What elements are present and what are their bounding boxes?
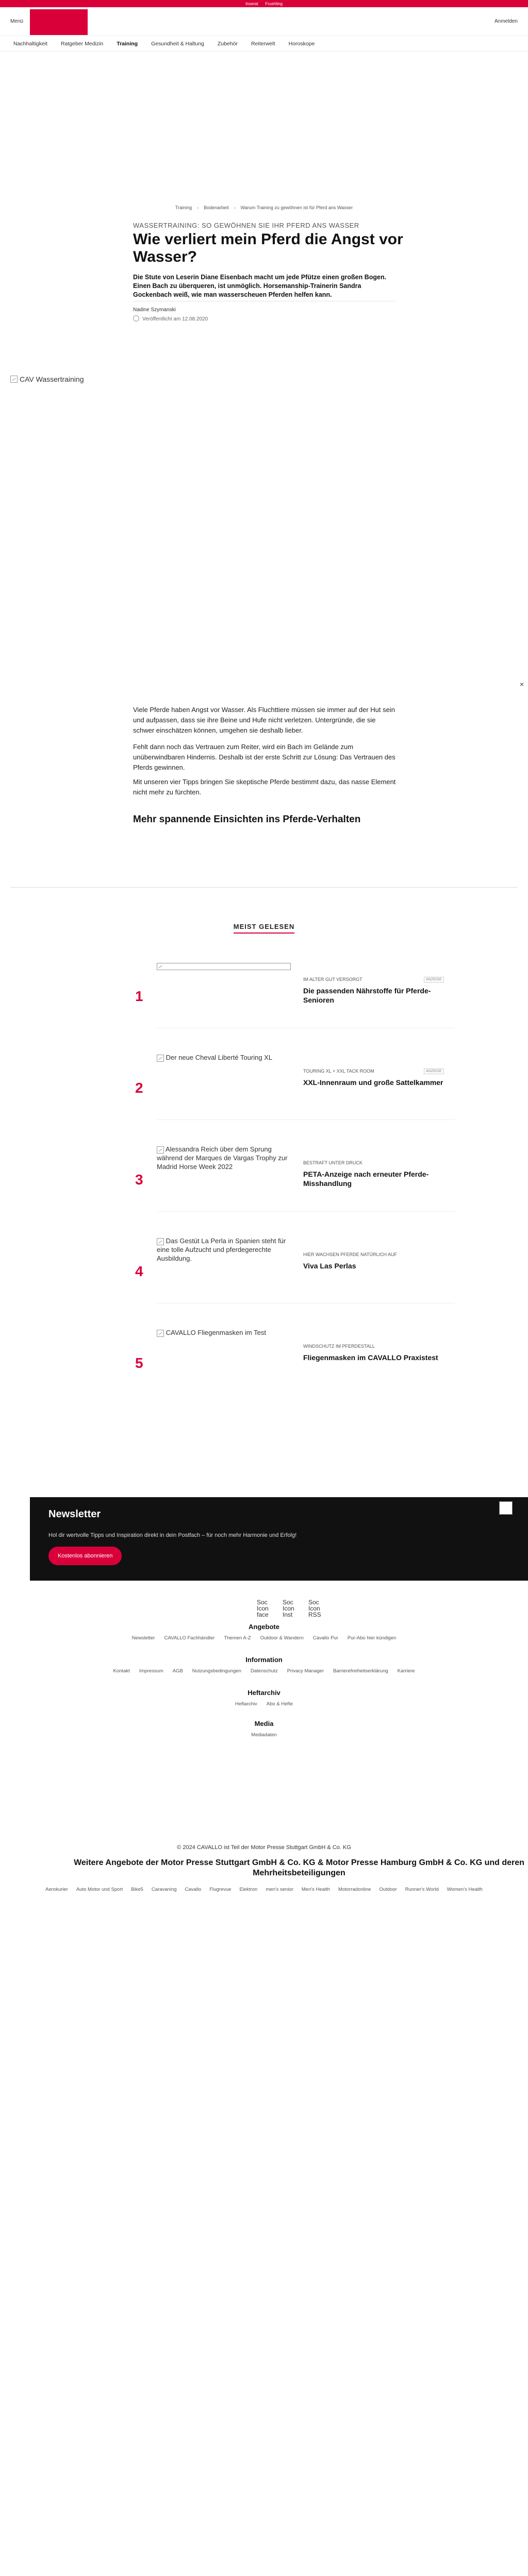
breadcrumb-item[interactable]: Bodenarbeit bbox=[204, 205, 229, 210]
rank-number: 2 bbox=[135, 1080, 143, 1096]
login-link[interactable]: Anmelden bbox=[494, 19, 518, 24]
instagram-icon[interactable]: Soc Icon Inst bbox=[283, 1599, 294, 1618]
teaser-kicker: WINDSCHUTZ IM PFERDESTALL bbox=[303, 1344, 375, 1349]
most-read-item[interactable] bbox=[135, 961, 455, 1019]
teaser-image-alt: CAVALLO Fliegenmasken im Test bbox=[166, 1329, 266, 1336]
footer-links-angebote bbox=[0, 1635, 528, 1641]
offer-link[interactable]: Women's Health bbox=[447, 1887, 483, 1892]
article-kicker: WASSERTRAINING: SO GEWÖHNEN SIE IHR PFERD ANS WASSER bbox=[133, 222, 359, 229]
nav-item-ratgeber-medizin[interactable]: Ratgeber Medizin bbox=[60, 40, 104, 47]
breadcrumb bbox=[0, 205, 528, 210]
close-icon[interactable]: × bbox=[519, 680, 524, 688]
article-paragraph: Fehlt dann noch das Vertrauen zum Reiter, wird ein Bach im Gelände zum unüberwindbaren Hindernis. Deshalb ist der erste Schritt zur Lösung: Das Vertrauen des Pferds gewinnen. bbox=[133, 743, 395, 771]
footer-link[interactable]: Privacy Manager bbox=[287, 1668, 324, 1674]
offer-link[interactable]: Caravaning bbox=[151, 1887, 177, 1892]
footer-link[interactable]: Outdoor & Wandern bbox=[260, 1635, 304, 1641]
teaser-headline[interactable]: Viva Las Perlas bbox=[303, 1262, 356, 1270]
newsletter-title: Newsletter bbox=[48, 1509, 101, 1520]
most-read-item[interactable] bbox=[135, 1236, 455, 1294]
most-read-item[interactable] bbox=[135, 1053, 455, 1111]
teaser-headline[interactable]: PETA-Anzeige nach erneuter Pferde-Misshandlung bbox=[303, 1170, 429, 1188]
most-read-item[interactable] bbox=[135, 1328, 455, 1386]
footer-link[interactable]: Pur-Abo hier kündigen bbox=[347, 1635, 397, 1641]
top-bar bbox=[0, 0, 528, 7]
more-insights-heading[interactable]: Mehr spannende Einsichten ins Pferde-Verhalten bbox=[133, 814, 361, 825]
offer-link[interactable]: men's senior bbox=[266, 1887, 293, 1892]
article-title: Wie verliert mein Pferd die Angst vor Wasser? bbox=[133, 231, 403, 265]
rank-number: 1 bbox=[135, 988, 143, 1004]
site-header bbox=[0, 7, 528, 36]
copyright-text: © 2024 CAVALLO ist Teil der Motor Presse Stuttgart GmbH & Co. KG bbox=[177, 1844, 351, 1851]
offer-link[interactable]: Men's Health bbox=[301, 1887, 331, 1892]
offer-link[interactable]: Aerokurier bbox=[45, 1887, 68, 1892]
most-read-section bbox=[0, 922, 528, 934]
footer-heading-angebote: Angebote bbox=[249, 1623, 279, 1631]
offer-links bbox=[15, 1887, 513, 1892]
teaser-headline[interactable]: Die passenden Nährstoffe für Pferde-Senioren bbox=[303, 987, 431, 1004]
footer-heading-information: Information bbox=[245, 1656, 283, 1664]
footer-link[interactable]: AGB bbox=[172, 1668, 183, 1674]
cavallo-logo[interactable] bbox=[30, 9, 88, 35]
offer-link[interactable]: Flugrevue bbox=[209, 1887, 232, 1892]
footer-heading-media: Media bbox=[254, 1720, 274, 1727]
offer-link[interactable]: Motorradonline bbox=[338, 1887, 371, 1892]
teaser-headline[interactable]: Fliegenmasken im CAVALLO Praxistest bbox=[303, 1353, 438, 1362]
teaser-image[interactable] bbox=[157, 961, 291, 1013]
broken-image-icon bbox=[157, 1330, 164, 1337]
hero-image-alt: CAV Wassertraining bbox=[20, 375, 84, 383]
newsletter-subscribe-button[interactable]: Kostenlos abonnieren bbox=[48, 1547, 122, 1565]
more-offers-heading: Weitere Angebote der Motor Presse Stuttgart GmbH & Co. KG & Motor Presse Hamburg GmbH & Co. KG und deren Mehrheitsbeteiligungen bbox=[74, 1858, 524, 1877]
breadcrumb-item[interactable]: Training bbox=[175, 205, 192, 210]
footer-link[interactable]: Nutzungsbedingungen bbox=[192, 1668, 241, 1674]
footer-link[interactable]: CAVALLO Fachhändler bbox=[164, 1635, 215, 1641]
article-teaser: Die Stute von Leserin Diane Eisenbach macht um jede Pfütze einen großen Bogen. Einen Bach zu überqueren, ist unmöglich. Horsemanship-Trainerin Sandra Gockenbach weiß, wie man wasserscheuen Pferden helfen kann. bbox=[133, 274, 387, 298]
teaser-headline[interactable]: XXL-Innenraum und große Sattelkammer bbox=[303, 1078, 443, 1087]
offer-link[interactable]: Auto Motor und Sport bbox=[76, 1887, 123, 1892]
footer-link[interactable]: Barrierefreiheitserklärung bbox=[333, 1668, 388, 1674]
footer-link[interactable]: Newsletter bbox=[131, 1635, 155, 1641]
footer-heading-heftarchiv: Heftarchiv bbox=[248, 1689, 280, 1697]
broken-image-icon bbox=[157, 1146, 164, 1154]
nav-item-gesundheit[interactable]: Gesundheit & Haltung bbox=[151, 40, 204, 47]
teaser-kicker: IM ALTER GUT VERSORGT bbox=[303, 977, 362, 982]
newsletter-text: Hol dir wertvolle Tipps und Inspiration direkt in dein Postfach – für noch mehr Harmonie und Erfolg! bbox=[48, 1532, 297, 1538]
nav-item-nachhaltigkeit[interactable]: Nachhaltigkeit bbox=[13, 40, 47, 47]
article-paragraph: Mit unseren vier Tipps bringen Sie skeptische Pferde bestimmt dazu, das nasse Element nicht mehr zu fürchten. bbox=[133, 778, 396, 796]
teaser-image[interactable] bbox=[157, 1053, 291, 1105]
nav-item-horoskope[interactable]: Horoskope bbox=[288, 40, 315, 47]
nav-item-zubehoer[interactable]: Zubehör bbox=[217, 40, 238, 47]
footer-links-media bbox=[0, 1732, 528, 1738]
ad-badge: ANZEIGE bbox=[424, 977, 444, 982]
teaser-image-alt: Das Gestüt La Perla in Spanien steht für eine tolle Aufzucht und pferdegerechte Ausbildung. bbox=[157, 1237, 286, 1262]
footer-links-heftarchiv bbox=[0, 1701, 528, 1707]
ad-badge: ANZEIGE bbox=[424, 1069, 444, 1074]
broken-image-icon bbox=[157, 1238, 164, 1245]
broken-image-icon bbox=[157, 1055, 164, 1062]
footer-link[interactable]: Cavallo Pur bbox=[312, 1635, 338, 1641]
footer-link[interactable]: Datenschutz bbox=[250, 1668, 278, 1674]
facebook-icon[interactable]: Soc Icon face bbox=[257, 1599, 269, 1618]
social-links bbox=[257, 1599, 329, 1618]
broken-image-icon bbox=[499, 1501, 513, 1515]
article-author[interactable]: Nadine Szymanski bbox=[133, 307, 176, 313]
footer-link[interactable]: Kontakt bbox=[113, 1668, 130, 1674]
breadcrumb-current: Warum Training zu gewöhnen ist für Pferd ans Wasser bbox=[240, 205, 353, 210]
breadcrumb-separator: › bbox=[234, 205, 236, 210]
rank-number: 5 bbox=[135, 1355, 143, 1371]
teaser-image[interactable] bbox=[157, 1328, 291, 1380]
offer-link[interactable]: Elektron bbox=[239, 1887, 258, 1892]
most-read-heading: MEIST GELESEN bbox=[234, 923, 294, 934]
top-bar-link[interactable]: Fruehling bbox=[265, 1, 283, 6]
main-navigation bbox=[0, 36, 528, 52]
top-bar-link[interactable]: Inserat bbox=[245, 1, 258, 6]
teaser-image-alt: Alessandra Reich über dem Sprung während der Marques de Vargas Trophy zur Madrid Horse Week 2022 bbox=[157, 1145, 288, 1171]
nav-item-reiterwelt[interactable]: Reiterwelt bbox=[251, 40, 275, 47]
newsletter-box bbox=[30, 1497, 528, 1581]
offer-link[interactable]: Runner's World bbox=[405, 1887, 439, 1892]
rank-number: 3 bbox=[135, 1172, 143, 1188]
footer-link[interactable]: Mediadaten bbox=[251, 1732, 277, 1738]
offer-link[interactable]: Cavallo bbox=[185, 1887, 202, 1892]
teaser-kicker: HIER WACHSEN PFERDE NATÜRLICH AUF bbox=[303, 1252, 398, 1257]
footer-link[interactable]: Karriere bbox=[397, 1668, 415, 1674]
footer-links-information bbox=[0, 1668, 528, 1674]
rss-icon[interactable]: Soc Icon RSS bbox=[308, 1599, 321, 1618]
article-date: Veröffentlicht am 12.08.2020 bbox=[142, 316, 208, 322]
broken-image-icon bbox=[10, 376, 18, 383]
most-read-item[interactable] bbox=[135, 1145, 455, 1202]
nav-item-training[interactable]: Training bbox=[117, 40, 138, 47]
divider bbox=[157, 1211, 455, 1212]
menu-button[interactable]: Menü bbox=[10, 19, 24, 24]
breadcrumb-separator: › bbox=[197, 205, 199, 210]
broken-image-icon bbox=[157, 963, 291, 970]
rank-number: 4 bbox=[135, 1263, 143, 1279]
footer-link[interactable]: Abo & Hefte bbox=[266, 1701, 293, 1707]
offer-link[interactable]: Outdoor bbox=[379, 1887, 397, 1892]
teaser-image[interactable] bbox=[157, 1145, 291, 1196]
hero-image bbox=[10, 375, 518, 705]
divider bbox=[10, 887, 518, 888]
teaser-kicker: TOURING XL + XXL TACK ROOM bbox=[303, 1069, 374, 1074]
footer-link[interactable]: Themen A-Z bbox=[224, 1635, 251, 1641]
footer-link[interactable]: Heftarchiv bbox=[235, 1701, 257, 1707]
footer-link[interactable]: Impressum bbox=[139, 1668, 163, 1674]
teaser-image[interactable] bbox=[157, 1236, 291, 1288]
teaser-image-alt: Der neue Cheval Liberté Touring XL bbox=[166, 1054, 273, 1061]
offer-link[interactable]: Bike5 bbox=[131, 1887, 143, 1892]
article-paragraph: Viele Pferde haben Angst vor Wasser. Als Fluchttiere müssen sie immer auf der Hut sein und aufpassen, dass sie ihre Beine und Hufe nicht verletzen. Untergründe, die sie schwer einschätzen können, umgehen sie deshalb lieber. bbox=[133, 706, 395, 734]
calendar-icon bbox=[133, 315, 139, 321]
teaser-kicker: BESTRAFT UNTER DRUCK bbox=[303, 1160, 362, 1165]
